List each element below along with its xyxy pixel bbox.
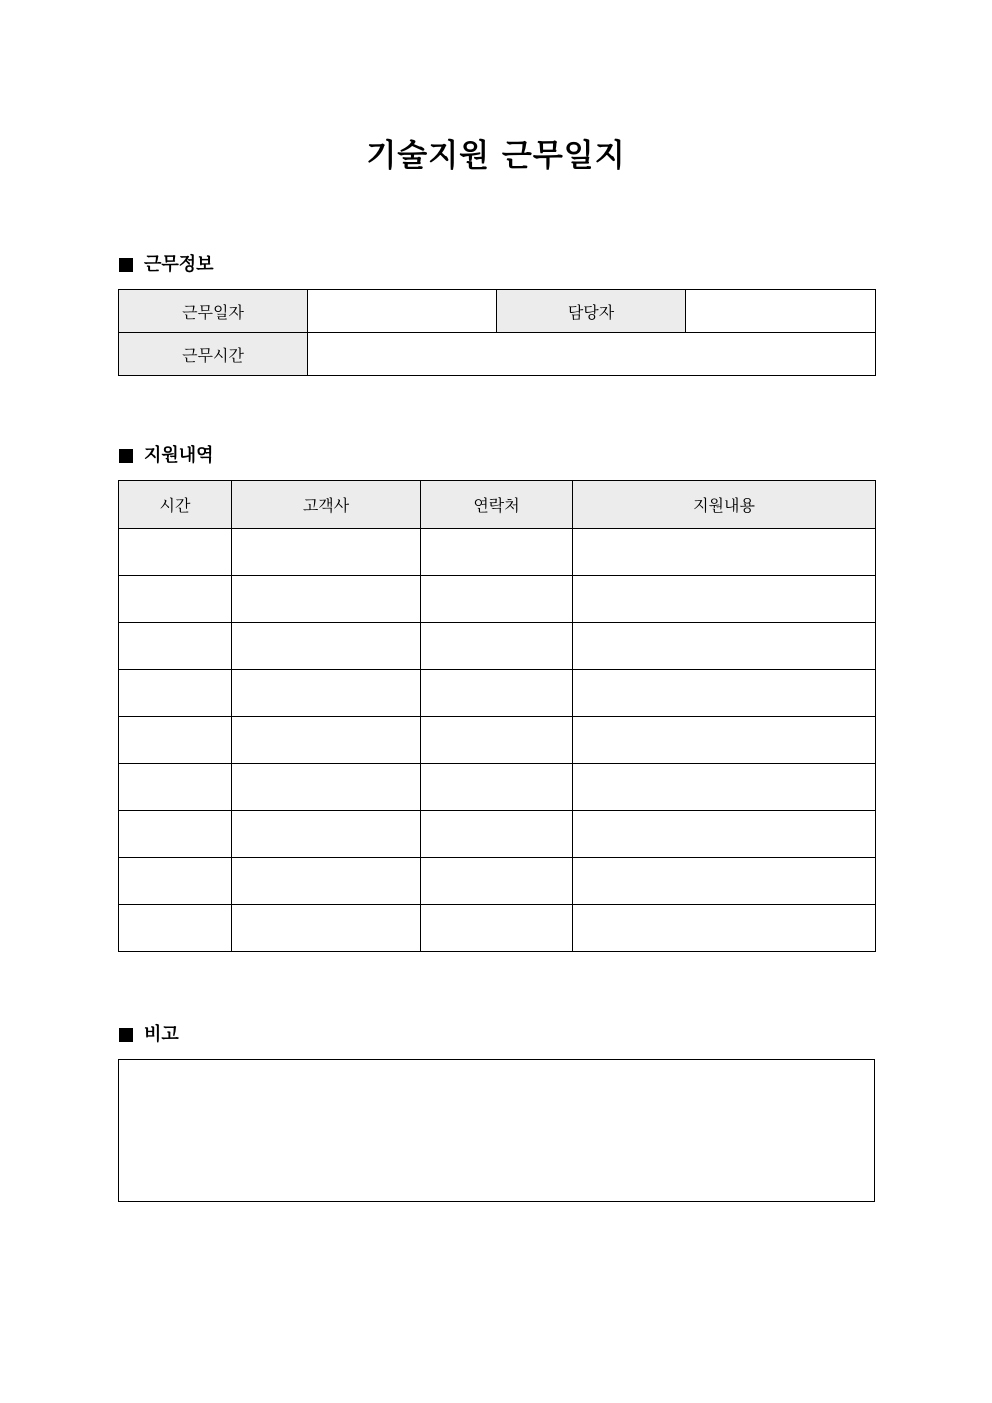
remarks-heading-label: 비고 [144, 1024, 179, 1045]
column-header-support-detail: 지원내용 [573, 481, 876, 529]
support-detail-cell[interactable] [573, 529, 876, 576]
time-cell[interactable] [119, 576, 232, 623]
remarks-field[interactable] [118, 1059, 875, 1202]
support-detail-cell[interactable] [573, 670, 876, 717]
manager-field[interactable] [686, 290, 876, 333]
table-row [119, 905, 876, 952]
customer-cell[interactable] [232, 670, 421, 717]
support-heading-label: 지원내역 [144, 445, 214, 466]
time-cell[interactable] [119, 811, 232, 858]
table-row [119, 858, 876, 905]
time-cell[interactable] [119, 858, 232, 905]
work-hours-field[interactable] [308, 333, 876, 376]
time-cell[interactable] [119, 670, 232, 717]
support-heading [119, 444, 214, 468]
customer-cell[interactable] [232, 811, 421, 858]
customer-cell[interactable] [232, 623, 421, 670]
customer-cell[interactable] [232, 529, 421, 576]
customer-cell[interactable] [232, 764, 421, 811]
table-row [119, 717, 876, 764]
time-cell[interactable] [119, 623, 232, 670]
work-date-label: 근무일자 [119, 290, 308, 333]
time-cell[interactable] [119, 529, 232, 576]
column-header-contact: 연락처 [421, 481, 573, 529]
support-detail-cell[interactable] [573, 764, 876, 811]
square-bullet-icon [119, 1028, 133, 1042]
support-detail-cell[interactable] [573, 576, 876, 623]
table-row [119, 623, 876, 670]
contact-cell[interactable] [421, 764, 573, 811]
support-detail-cell[interactable] [573, 623, 876, 670]
column-header-customer: 고객사 [232, 481, 421, 529]
time-cell[interactable] [119, 764, 232, 811]
contact-cell[interactable] [421, 905, 573, 952]
contact-cell[interactable] [421, 576, 573, 623]
contact-cell[interactable] [421, 858, 573, 905]
support-detail-cell[interactable] [573, 858, 876, 905]
table-row [119, 529, 876, 576]
customer-cell[interactable] [232, 576, 421, 623]
table-row [119, 576, 876, 623]
manager-label: 담당자 [497, 290, 686, 333]
contact-cell[interactable] [421, 623, 573, 670]
support-detail-cell[interactable] [573, 811, 876, 858]
contact-cell[interactable] [421, 717, 573, 764]
support-table [118, 480, 876, 952]
work-info-heading [119, 253, 214, 277]
support-table-header [119, 481, 876, 529]
time-cell[interactable] [119, 717, 232, 764]
table-row [119, 670, 876, 717]
column-header-time: 시간 [119, 481, 232, 529]
contact-cell[interactable] [421, 670, 573, 717]
work-hours-label: 근무시간 [119, 333, 308, 376]
table-row [119, 764, 876, 811]
support-detail-cell[interactable] [573, 905, 876, 952]
document-title: 기술지원 근무일지 [366, 138, 626, 174]
contact-cell[interactable] [421, 529, 573, 576]
customer-cell[interactable] [232, 858, 421, 905]
customer-cell[interactable] [232, 717, 421, 764]
contact-cell[interactable] [421, 811, 573, 858]
time-cell[interactable] [119, 905, 232, 952]
work-info-table [118, 289, 876, 376]
remarks-heading [119, 1023, 179, 1047]
support-detail-cell[interactable] [573, 717, 876, 764]
square-bullet-icon [119, 258, 133, 272]
customer-cell[interactable] [232, 905, 421, 952]
square-bullet-icon [119, 449, 133, 463]
work-date-field[interactable] [308, 290, 497, 333]
table-row [119, 811, 876, 858]
work-info-heading-label: 근무정보 [144, 254, 214, 275]
